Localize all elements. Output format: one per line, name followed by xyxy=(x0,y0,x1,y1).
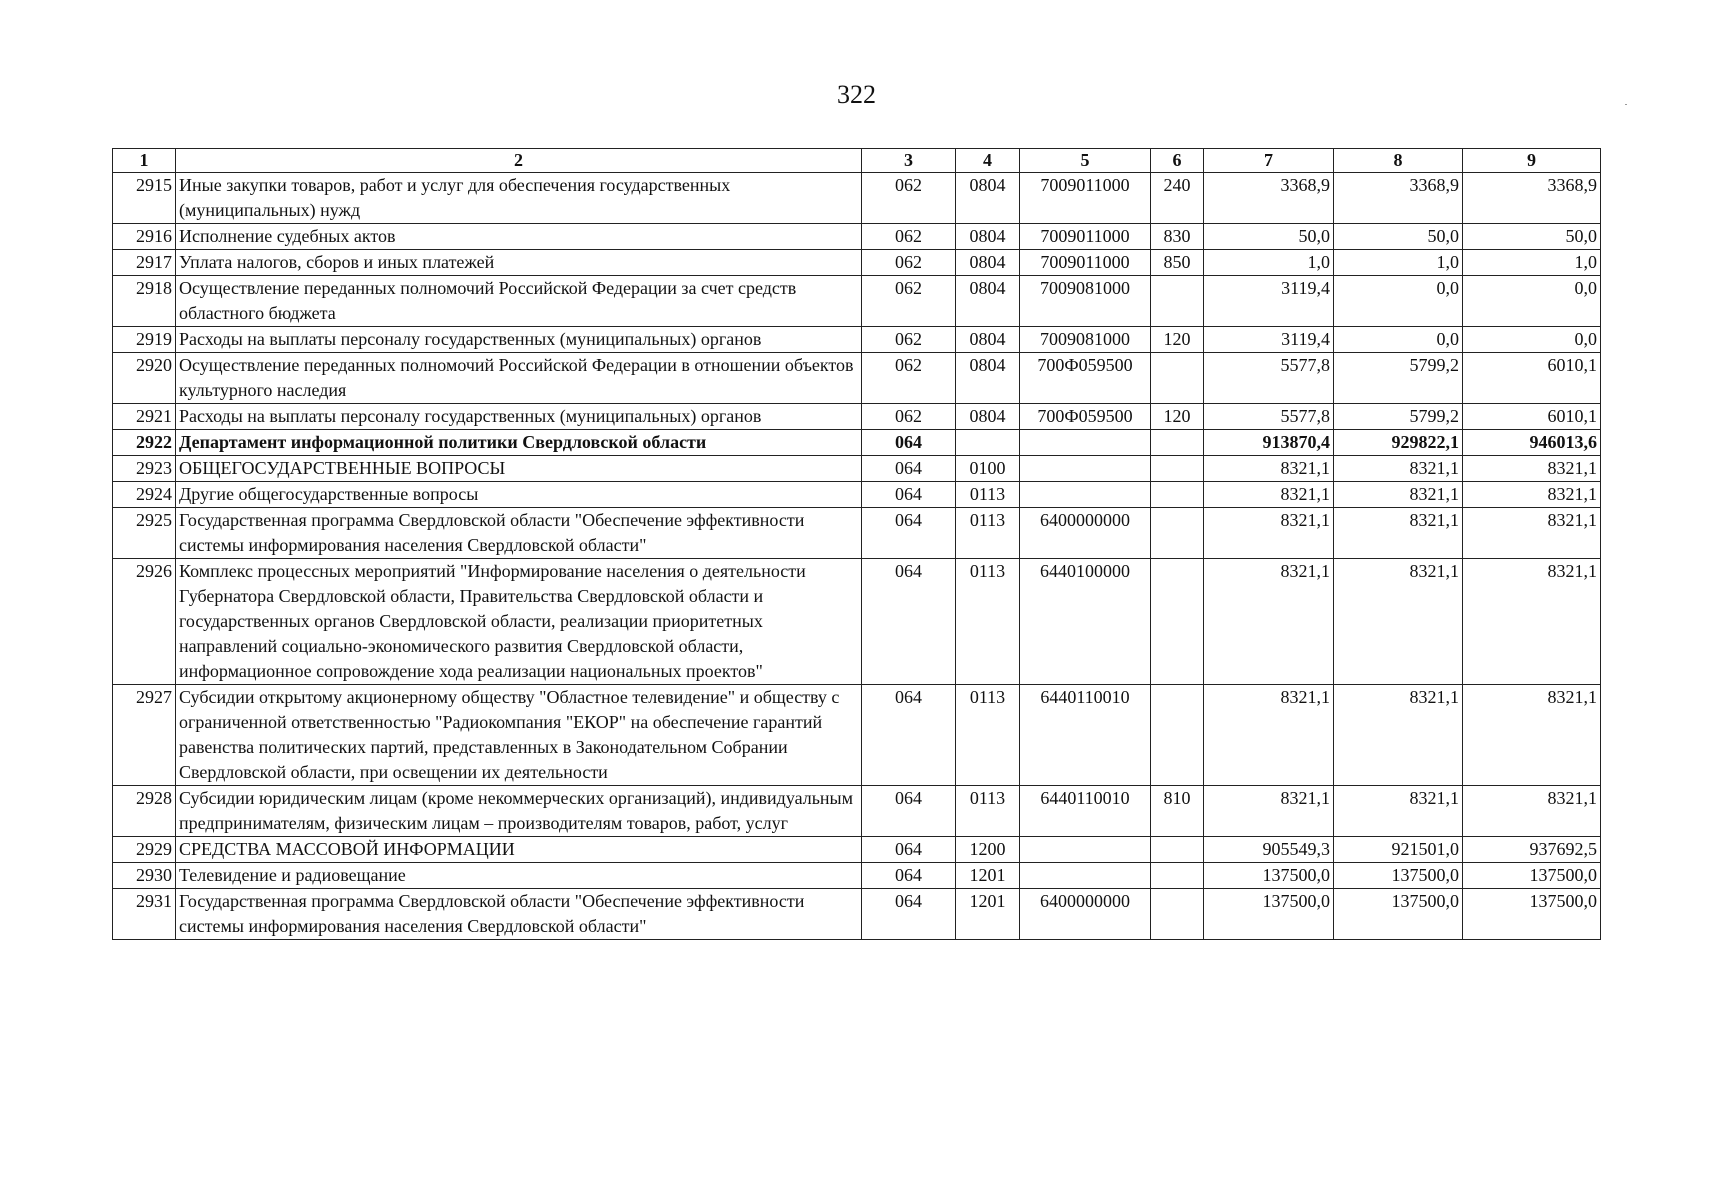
cell-admin-code: 062 xyxy=(862,250,956,276)
col-header-4: 4 xyxy=(956,149,1020,173)
cell-amount-year1: 1,0 xyxy=(1204,250,1334,276)
cell-admin-code: 064 xyxy=(862,559,956,685)
table-row xyxy=(113,559,1601,685)
col-header-6: 6 xyxy=(1151,149,1204,173)
row-number: 2929 xyxy=(113,837,176,863)
cell-expense-type xyxy=(1151,559,1204,685)
budget-table xyxy=(112,148,1601,940)
row-name: Государственная программа Свердловской области "Обеспечение эффективности системы информирования населения Свердловской области" xyxy=(176,508,862,559)
cell-expense-type xyxy=(1151,889,1204,940)
cell-target-code: 7009081000 xyxy=(1020,276,1151,327)
cell-target-code: 700Ф059500 xyxy=(1020,353,1151,404)
cell-amount-year3: 8321,1 xyxy=(1463,508,1601,559)
cell-expense-type xyxy=(1151,353,1204,404)
cell-amount-year1: 3119,4 xyxy=(1204,327,1334,353)
cell-amount-year1: 137500,0 xyxy=(1204,863,1334,889)
row-name: Телевидение и радиовещание xyxy=(176,863,862,889)
row-name: Осуществление переданных полномочий Российской Федерации за счет средств областного бюджета xyxy=(176,276,862,327)
cell-expense-type: 850 xyxy=(1151,250,1204,276)
cell-amount-year2: 3368,9 xyxy=(1334,173,1463,224)
row-number: 2917 xyxy=(113,250,176,276)
cell-target-code: 6440110010 xyxy=(1020,685,1151,786)
cell-target-code xyxy=(1020,863,1151,889)
cell-section-code xyxy=(956,430,1020,456)
cell-target-code: 6400000000 xyxy=(1020,508,1151,559)
row-name: Субсидии открытому акционерному обществу "Областное телевидение" и обществу с ограниченной ответственностью "Радиокомпания "ЕКОР" на обеспечение гарантий равенства политических партий, представленных в Законодательном Собрании Свердловской области, при освещении их деятельности xyxy=(176,685,862,786)
row-name: Комплекс процессных мероприятий "Информирование населения о деятельности Губернатора Свердловской области, Правительства Свердловской области и государственных органов Свердловской области, реализации приоритетных направлений социально-экономического развития Свердловской области, информационное сопровождение хода реализации национальных проектов" xyxy=(176,559,862,685)
cell-expense-type xyxy=(1151,430,1204,456)
cell-target-code: 700Ф059500 xyxy=(1020,404,1151,430)
cell-target-code: 7009081000 xyxy=(1020,327,1151,353)
cell-section-code: 0113 xyxy=(956,508,1020,559)
cell-target-code: 6440100000 xyxy=(1020,559,1151,685)
table-row xyxy=(113,250,1601,276)
table-row xyxy=(113,224,1601,250)
row-number: 2930 xyxy=(113,863,176,889)
cell-section-code: 0804 xyxy=(956,250,1020,276)
cell-expense-type xyxy=(1151,276,1204,327)
cell-expense-type xyxy=(1151,685,1204,786)
row-name: Субсидии юридическим лицам (кроме некоммерческих организаций), индивидуальным предпринимателям, физическим лицам – производителям товаров, работ, услуг xyxy=(176,786,862,837)
cell-amount-year2: 8321,1 xyxy=(1334,508,1463,559)
row-number: 2926 xyxy=(113,559,176,685)
cell-expense-type xyxy=(1151,837,1204,863)
cell-expense-type: 120 xyxy=(1151,327,1204,353)
row-name: Иные закупки товаров, работ и услуг для обеспечения государственных (муниципальных) нужд xyxy=(176,173,862,224)
row-name: Расходы на выплаты персоналу государственных (муниципальных) органов xyxy=(176,404,862,430)
cell-target-code: 6400000000 xyxy=(1020,889,1151,940)
table-row xyxy=(113,456,1601,482)
cell-amount-year3: 8321,1 xyxy=(1463,685,1601,786)
col-header-8: 8 xyxy=(1334,149,1463,173)
row-number: 2921 xyxy=(113,404,176,430)
cell-amount-year2: 8321,1 xyxy=(1334,786,1463,837)
cell-expense-type: 830 xyxy=(1151,224,1204,250)
cell-section-code: 0804 xyxy=(956,173,1020,224)
cell-admin-code: 064 xyxy=(862,786,956,837)
row-number: 2915 xyxy=(113,173,176,224)
row-number: 2919 xyxy=(113,327,176,353)
table-body xyxy=(113,173,1601,940)
cell-section-code: 1201 xyxy=(956,889,1020,940)
cell-expense-type xyxy=(1151,508,1204,559)
cell-admin-code: 064 xyxy=(862,456,956,482)
table-row xyxy=(113,889,1601,940)
table-row xyxy=(113,786,1601,837)
cell-expense-type xyxy=(1151,482,1204,508)
cell-amount-year3: 6010,1 xyxy=(1463,353,1601,404)
row-name: Расходы на выплаты персоналу государственных (муниципальных) органов xyxy=(176,327,862,353)
cell-amount-year1: 8321,1 xyxy=(1204,786,1334,837)
row-number: 2927 xyxy=(113,685,176,786)
cell-target-code xyxy=(1020,837,1151,863)
cell-target-code xyxy=(1020,482,1151,508)
cell-target-code: 7009011000 xyxy=(1020,224,1151,250)
cell-admin-code: 064 xyxy=(862,889,956,940)
row-number: 2922 xyxy=(113,430,176,456)
row-number: 2916 xyxy=(113,224,176,250)
cell-amount-year3: 0,0 xyxy=(1463,276,1601,327)
row-name: Другие общегосударственные вопросы xyxy=(176,482,862,508)
row-number: 2925 xyxy=(113,508,176,559)
cell-admin-code: 062 xyxy=(862,404,956,430)
row-number: 2923 xyxy=(113,456,176,482)
cell-amount-year3: 1,0 xyxy=(1463,250,1601,276)
table-header xyxy=(113,149,1601,173)
cell-section-code: 0113 xyxy=(956,786,1020,837)
cell-amount-year1: 137500,0 xyxy=(1204,889,1334,940)
row-name: Государственная программа Свердловской области "Обеспечение эффективности системы информирования населения Свердловской области" xyxy=(176,889,862,940)
cell-section-code: 0804 xyxy=(956,353,1020,404)
cell-amount-year1: 5577,8 xyxy=(1204,404,1334,430)
cell-admin-code: 064 xyxy=(862,837,956,863)
row-name: Департамент информационной политики Свердловской области xyxy=(176,430,862,456)
cell-amount-year2: 1,0 xyxy=(1334,250,1463,276)
cell-amount-year3: 8321,1 xyxy=(1463,559,1601,685)
cell-amount-year3: 8321,1 xyxy=(1463,456,1601,482)
table-row xyxy=(113,353,1601,404)
cell-admin-code: 062 xyxy=(862,276,956,327)
cell-target-code xyxy=(1020,456,1151,482)
col-header-2: 2 xyxy=(176,149,862,173)
cell-amount-year1: 905549,3 xyxy=(1204,837,1334,863)
table-row xyxy=(113,276,1601,327)
cell-amount-year1: 3119,4 xyxy=(1204,276,1334,327)
col-header-3: 3 xyxy=(862,149,956,173)
cell-amount-year1: 8321,1 xyxy=(1204,685,1334,786)
cell-amount-year1: 50,0 xyxy=(1204,224,1334,250)
row-number: 2924 xyxy=(113,482,176,508)
table-row xyxy=(113,863,1601,889)
cell-amount-year1: 913870,4 xyxy=(1204,430,1334,456)
cell-admin-code: 064 xyxy=(862,508,956,559)
col-header-7: 7 xyxy=(1204,149,1334,173)
table-row xyxy=(113,404,1601,430)
cell-amount-year3: 3368,9 xyxy=(1463,173,1601,224)
cell-amount-year1: 5577,8 xyxy=(1204,353,1334,404)
cell-section-code: 0113 xyxy=(956,685,1020,786)
cell-section-code: 0804 xyxy=(956,404,1020,430)
cell-section-code: 0804 xyxy=(956,327,1020,353)
cell-amount-year2: 5799,2 xyxy=(1334,353,1463,404)
cell-amount-year2: 137500,0 xyxy=(1334,889,1463,940)
cell-admin-code: 062 xyxy=(862,224,956,250)
table-row xyxy=(113,327,1601,353)
row-name: Осуществление переданных полномочий Российской Федерации в отношении объектов культурного наследия xyxy=(176,353,862,404)
cell-section-code: 1200 xyxy=(956,837,1020,863)
cell-expense-type: 240 xyxy=(1151,173,1204,224)
cell-amount-year1: 8321,1 xyxy=(1204,559,1334,685)
cell-target-code: 7009011000 xyxy=(1020,173,1151,224)
cell-expense-type: 810 xyxy=(1151,786,1204,837)
row-number: 2918 xyxy=(113,276,176,327)
cell-amount-year2: 8321,1 xyxy=(1334,685,1463,786)
table-row xyxy=(113,837,1601,863)
cell-section-code: 0100 xyxy=(956,456,1020,482)
cell-amount-year1: 8321,1 xyxy=(1204,456,1334,482)
page-number: 322 xyxy=(837,80,876,109)
cell-admin-code: 064 xyxy=(862,430,956,456)
cell-section-code: 0113 xyxy=(956,559,1020,685)
cell-amount-year3: 8321,1 xyxy=(1463,482,1601,508)
col-header-1: 1 xyxy=(113,149,176,173)
table-row xyxy=(113,173,1601,224)
cell-amount-year3: 6010,1 xyxy=(1463,404,1601,430)
cell-amount-year1: 8321,1 xyxy=(1204,508,1334,559)
cell-target-code: 7009011000 xyxy=(1020,250,1151,276)
cell-amount-year3: 137500,0 xyxy=(1463,863,1601,889)
cell-amount-year2: 0,0 xyxy=(1334,327,1463,353)
cell-section-code: 0113 xyxy=(956,482,1020,508)
table-row xyxy=(113,482,1601,508)
cell-section-code: 0804 xyxy=(956,224,1020,250)
cell-amount-year1: 3368,9 xyxy=(1204,173,1334,224)
table-row xyxy=(113,430,1601,456)
row-name: СРЕДСТВА МАССОВОЙ ИНФОРМАЦИИ xyxy=(176,837,862,863)
cell-expense-type: 120 xyxy=(1151,404,1204,430)
cell-amount-year3: 937692,5 xyxy=(1463,837,1601,863)
cell-admin-code: 062 xyxy=(862,353,956,404)
col-header-5: 5 xyxy=(1020,149,1151,173)
cell-amount-year2: 8321,1 xyxy=(1334,559,1463,685)
cell-admin-code: 064 xyxy=(862,863,956,889)
table-row xyxy=(113,508,1601,559)
row-number: 2931 xyxy=(113,889,176,940)
cell-expense-type xyxy=(1151,863,1204,889)
cell-amount-year2: 137500,0 xyxy=(1334,863,1463,889)
row-number: 2920 xyxy=(113,353,176,404)
cell-expense-type xyxy=(1151,456,1204,482)
row-number: 2928 xyxy=(113,786,176,837)
col-header-9: 9 xyxy=(1463,149,1601,173)
table-row xyxy=(113,685,1601,786)
cell-amount-year3: 137500,0 xyxy=(1463,889,1601,940)
cell-amount-year2: 8321,1 xyxy=(1334,482,1463,508)
cell-amount-year2: 5799,2 xyxy=(1334,404,1463,430)
row-name: Исполнение судебных актов xyxy=(176,224,862,250)
cell-amount-year2: 0,0 xyxy=(1334,276,1463,327)
cell-amount-year2: 921501,0 xyxy=(1334,837,1463,863)
cell-amount-year2: 50,0 xyxy=(1334,224,1463,250)
row-name: Уплата налогов, сборов и иных платежей xyxy=(176,250,862,276)
cell-amount-year2: 8321,1 xyxy=(1334,456,1463,482)
cell-amount-year3: 946013,6 xyxy=(1463,430,1601,456)
cell-target-code: 6440110010 xyxy=(1020,786,1151,837)
row-name: ОБЩЕГОСУДАРСТВЕННЫЕ ВОПРОСЫ xyxy=(176,456,862,482)
cell-amount-year3: 0,0 xyxy=(1463,327,1601,353)
cell-admin-code: 064 xyxy=(862,482,956,508)
cell-amount-year1: 8321,1 xyxy=(1204,482,1334,508)
cell-admin-code: 062 xyxy=(862,327,956,353)
cell-section-code: 1201 xyxy=(956,863,1020,889)
scan-dot xyxy=(1625,104,1627,105)
cell-amount-year3: 50,0 xyxy=(1463,224,1601,250)
cell-amount-year3: 8321,1 xyxy=(1463,786,1601,837)
cell-section-code: 0804 xyxy=(956,276,1020,327)
cell-target-code xyxy=(1020,430,1151,456)
cell-admin-code: 062 xyxy=(862,173,956,224)
cell-amount-year2: 929822,1 xyxy=(1334,430,1463,456)
cell-admin-code: 064 xyxy=(862,685,956,786)
